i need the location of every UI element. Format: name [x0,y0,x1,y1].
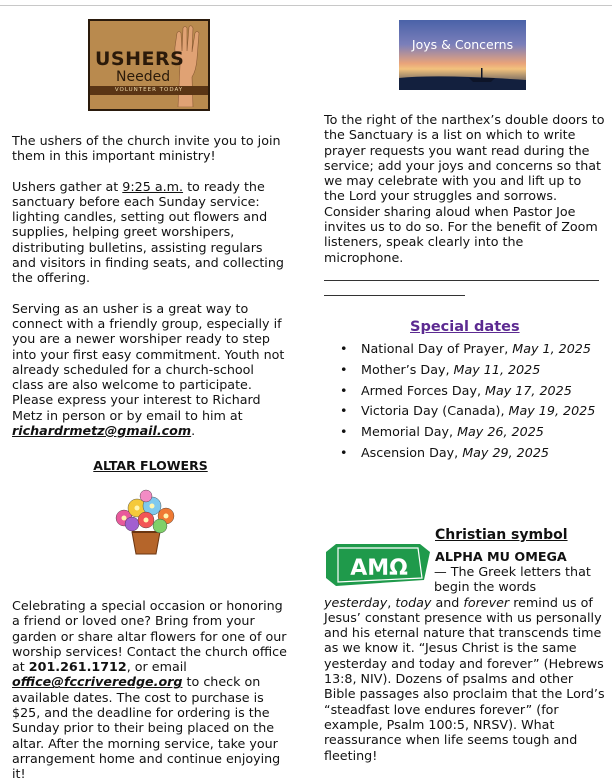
church-phone: 201.261.1712 [28,659,127,675]
ushers-image-band: VOLUNTEER TODAY [90,86,208,95]
special-dates-list [340,339,595,464]
flower-basket-icon [110,488,182,560]
list-item: • Memorial Day, May 26, 2025 [340,424,544,440]
altar-flowers-paragraph: Celebrating a special occasion or honoring a friend or loved one? Bring from your garden or share altar flowers for one of our worship services! Contact the church office at 201.261.1712, or email office@fccriveredge.org to check on available dates. The cost to purchase is $25, and the deadline for ordering is the Sunday prior to their being placed on the altar. After the morning service, take your arrangement home and continue enjoying it! [12,598,287,782]
symbol-intro-block [435,549,607,564]
ushers-needed-image [88,19,210,111]
joys-text-column [324,112,606,265]
richard-metz-email-link[interactable]: richardrmetz@gmail.com [12,423,192,439]
list-item: • National Day of Prayer, May 1, 2025 [340,341,591,356]
church-office-email-link[interactable]: office@fccriveredge.org [12,674,183,690]
page-top-rule [0,5,612,6]
boat-silhouette-icon [399,64,526,90]
ushers-serving-paragraph: Serving as an usher is a great way to connect with a friendly group, especially if you are a newer worshiper ready to step into your first easy commitment. Youth not already scheduled for a church-school class are also welcome to participate. Please express your interest to Richard Metz in person or by email to him at richardrmetz@gmail.com. [12,300,285,439]
joys-image-title: Joys & Concerns [411,37,514,52]
altar-text-column [12,598,289,782]
special-dates-heading: Special dates [410,319,520,335]
ushers-intro-paragraph: The ushers of the church invite you to join them in this important ministry! [12,133,281,164]
divider-line-2 [324,295,465,296]
ushers-duties-paragraph: Ushers gather at 9:25 a.m. to ready the sanctuary before each Sunday service: lighting candles, setting out flowers and supplies, helping greet worshipers, distributing bulletins, assisting regulars and visitors in finding seats, and collecting the offering. [12,178,284,286]
symbol-text-column [324,564,606,763]
joys-paragraph: To the right of the narthex’s double doors to the Sanctuary is a list on which to write prayer requests you want read during the service; add your joys and concerns so that we may celebrate with you and lift up to the Lord your struggles and sorrows. Consider sharing aloud when Pastor Joe invites us to do so. For the benefit of Zoom listeners, speak clearly into the microphone. [324,112,605,265]
list-item: • Armed Forces Day, May 17, 2025 [340,382,572,398]
logo-text: ΑΜΩ [350,556,408,581]
list-item: • Mother’s Day, May 11, 2025 [340,361,541,377]
ushers-image-subtitle: Needed [116,69,171,85]
ushers-image-title: USHERS [95,48,185,70]
divider-line-1 [324,280,599,281]
list-item: • Victoria Day (Canada), May 19, 2025 [340,403,596,419]
joys-concerns-image [399,20,526,90]
symbol-title: ALPHA MU OMEGA [435,549,567,564]
christian-symbol-heading: Christian symbol [435,527,568,543]
ushers-text-column [12,133,289,438]
list-item: • Ascension Day, May 29, 2025 [340,444,549,460]
altar-flowers-heading: ALTAR FLOWERS [93,458,208,473]
usher-time: 9:25 a.m. [122,178,184,194]
symbol-paragraph: — The Greek letters that begin the words yesterday, today and forever remind us of Jesus’ constant presence with us personally and his eternal nature that transcends time as we know it. “Jesus Christ is the same yesterday and today and forever” (Hebrews 13:8, NIV). Dozens of psalms and other Bible passages also proclaim that the Lord’s “steadfast love endures forever” (for example, Psalm 100:5, NRSV). What reassurance when life seems tough and fleeting! [324,564,605,763]
